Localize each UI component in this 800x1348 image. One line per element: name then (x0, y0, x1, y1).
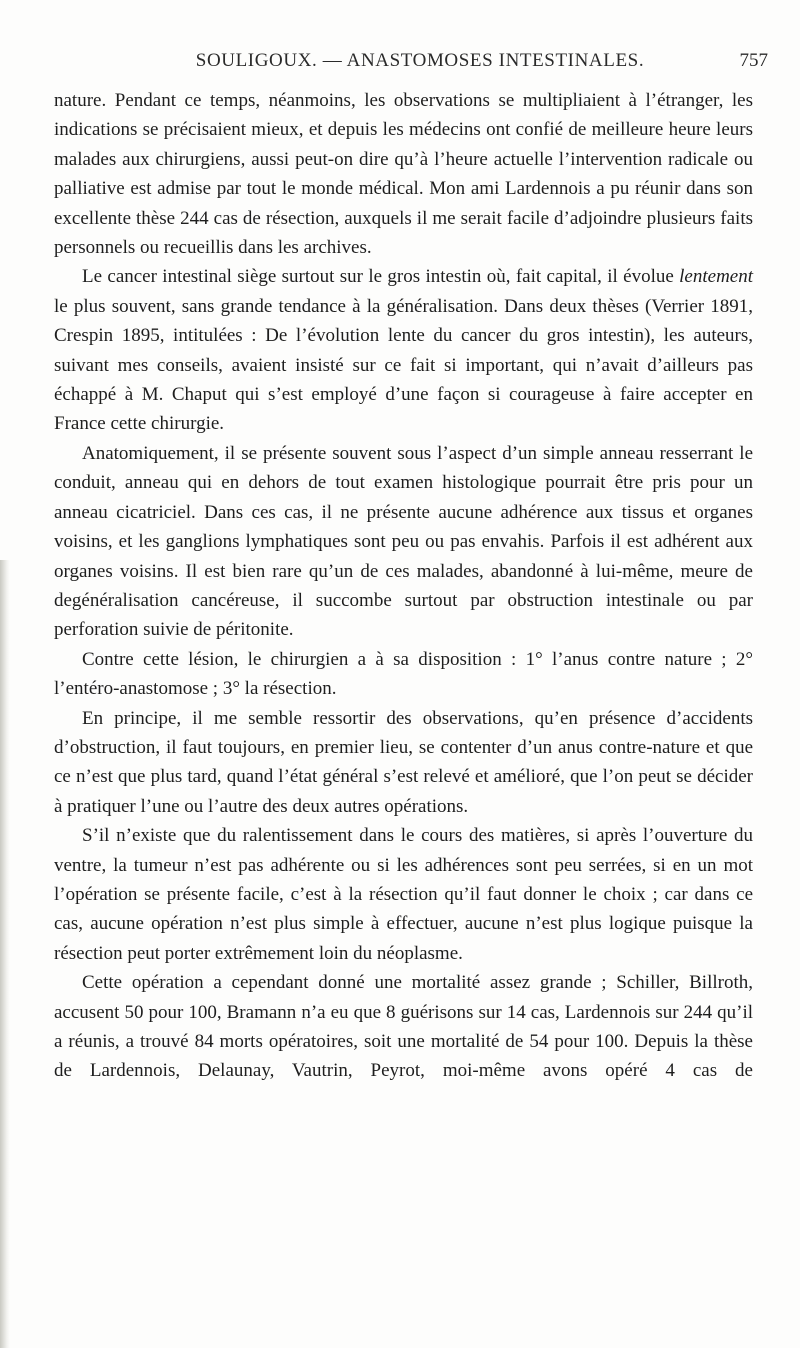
paragraph-2-text-start: Le cancer intestinal siège surtout sur le gros intestin où, fait capital, il évolue (82, 266, 674, 288)
paragraph-3 (54, 439, 753, 645)
paragraph-4 (54, 645, 753, 704)
paragraph-5-text: En principe, il me semble ressortir des observations, qu’en présence d’accidents d’obstruction, il faut toujours, en premier lieu, se contenter d’un anus contre-nature et que ce n’est que plus tard, quand l’état général s’est relevé et amélioré, que l’on peut se décider à pratiquer l’une ou l’autre des deux autres opérations. (54, 707, 753, 817)
paragraph-4-text: Contre cette lésion, le chirurgien a à sa disposition : 1° l’anus contre nature ; 2° l’entéro-anastomose ; 3° la résection. (54, 648, 753, 700)
running-title: SOULIGOUX. — ANASTOMOSES INTESTINALES. (195, 50, 645, 71)
paragraph-7-text: Cette opération a cependant donné une mortalité assez grande ; Schiller, Billroth, accusent 50 pour 100, Bramann n’a eu que 8 guérisons sur 14 cas, Lardennois sur 244 qu’il a réunis, a trouvé 84 morts opératoires, soit une mortalité de 54 pour 100. Depuis la thèse de Lardennois, Delaunay, Vautrin, Peyrot, moi-même avons opéré 4 cas de (54, 972, 753, 1082)
paragraph-1 (54, 86, 753, 262)
paragraph-6 (54, 821, 753, 968)
paragraph-2 (54, 262, 753, 438)
paragraph-6-text: S’il n’existe que du ralentissement dans le cours des matières, si après l’ouverture du ventre, la tumeur n’est pas adhérente ou si les adhérences sont peu serrées, si en un mot l’opération se présente facile, c’est à la résection qu’il faut donner le choix ; car dans ce cas, aucune opération n’est plus simple à effectuer, aucune n’est plus logique puisque la résection peut porter extrêmement loin du néoplasme. (54, 825, 753, 964)
paragraph-3-text: Anatomiquement, il se présente souvent sous l’aspect d’un simple anneau resserrant le conduit, anneau qui en dehors de tout examen histologique pourrait être pris pour un anneau cicatriciel. Dans ces cas, il ne présente aucune adhérence aux tissus et organes voisins, et les ganglions lymphatiques sont peu ou pas envahis. Parfois il est adhérent aux organes voisins. Il est bien rare qu’un de ces malades, abandonné à lui-même, meure de degénéralisation cancéreuse, il succombe surtout par obstruction intestinale ou par perforation suivie de péritonite. (54, 442, 753, 641)
page-header (80, 50, 768, 80)
body-text (54, 86, 753, 1086)
paragraph-7 (54, 968, 753, 1086)
paragraph-5 (54, 704, 753, 822)
page-number: 757 (739, 50, 768, 71)
page-edge-shadow (0, 560, 10, 1348)
paragraph-2-text-end: le plus souvent, sans grande tendance à la généralisation. Dans deux thèses (Verrier 1891, Crespin 1895, intitulées : De l’évolution lente du cancer du gros intestin), les auteurs, suivant mes conseils, avaient insisté sur ce fait si important, qui n’avait d’ailleurs pas échappé à M. Chaput qui s’est employé d’une façon si courageuse à faire accepter en France cette chirurgie. (54, 295, 753, 435)
paragraph-1-text: nature. Pendant ce temps, néanmoins, les observations se multipliaient à l’étranger, les indications se précisaient mieux, et depuis les médecins ont confié de meilleure heure leurs malades aux chirurgiens, aussi peut-on dire qu’à l’heure actuelle l’intervention radicale ou palliative est admise par tout le monde médical. Mon ami Lardennois a pu réunir dans son excellente thèse 244 cas de résection, auxquels il me serait facile d’adjoindre plusieurs faits personnels ou recueillis dans les archives. (54, 90, 753, 259)
paragraph-2-emphasis: lentement (679, 266, 753, 288)
